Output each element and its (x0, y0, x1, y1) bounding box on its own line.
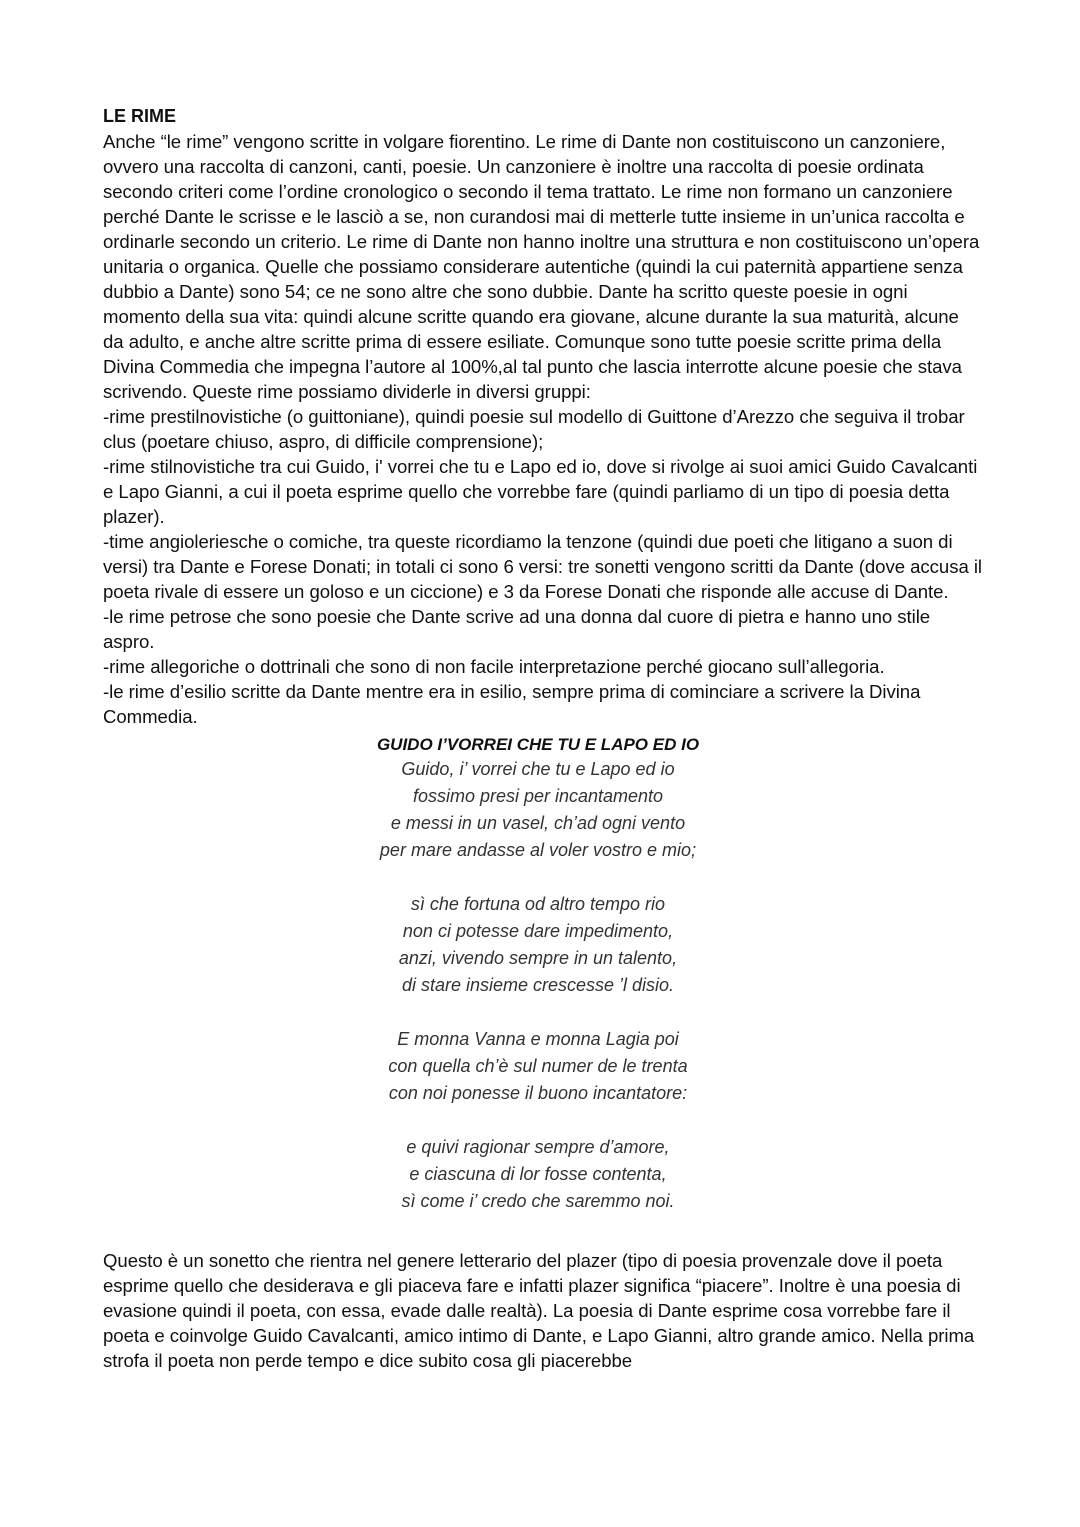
poem-stanza (93, 1026, 983, 1107)
poem-verse: fossimo presi per incantamento (412, 786, 664, 806)
group-prestilnovistiche: -rime prestilnovistiche (o guittoniane), quindi poesie sul modello di Guittone d’Arezzo che seguiva il trobar clus (poetare chiuso, aspro, di difficile comprensione); (103, 406, 965, 452)
poem-title: GUIDO I’VORREI CHE TU E LAPO ED IO (376, 735, 700, 754)
group-comiche: -time angioleriesche o comiche, tra queste ricordiamo la tenzone (quindi due poeti che litigano a suon di versi) tra Dante e Forese Donati; in totali ci sono 6 versi: tre sonetti vengono scritti da Dante (dove accusa il poeta rivale di essere un goloso e un ciccione) e 3 da Forese Donati che risponde alle accuse di Dante. (103, 531, 983, 602)
group-stilnovistiche: -rime stilnovistiche tra cui Guido, i' vorrei che tu e Lapo ed io, dove si rivolge ai suoi amici Guido Cavalcanti e Lapo Gianni, a cui il poeta esprime quello che vorrebbe fare (quindi parliamo di un tipo di poesia detta plazer). (103, 456, 978, 527)
poem (103, 733, 983, 1215)
poem-verse: non ci potesse dare impedimento, (402, 921, 674, 941)
group-esilio: -le rime d’esilio scritte da Dante mentre era in esilio, sempre prima di cominciare a scrivere la Divina Commedia. (103, 681, 921, 727)
poem-verse: e ciascuna di lor fosse contenta, (409, 1164, 667, 1184)
poem-verse: Guido, i’ vorrei che tu e Lapo ed io (401, 759, 675, 779)
poem-verse: E monna Vanna e monna Lagia poi (397, 1029, 679, 1049)
poem-stanza (93, 891, 983, 999)
commentary-paragraph: Questo è un sonetto che rientra nel genere letterario del plazer (tipo di poesia provenzale dove il poeta esprime quello che desiderava e gli piaceva fare e infatti plazer significa “piacere”. Inoltre è una poesia di evasione quindi il poeta, con essa, evade dalle realtà). La poesia di Dante esprime cosa vorrebbe fare il poeta e coinvolge Guido Cavalcanti, amico intimo di Dante, e Lapo Gianni, altro grande amico. Nella prima strofa il poeta non perde tempo e dice subito cosa gli piacerebbe (103, 1250, 975, 1371)
poem-verse: con noi ponesse il buono incantatore: (388, 1083, 688, 1103)
poem-verse: per mare andasse al voler vostro e mio; (379, 840, 697, 860)
poem-verse: e messi in un vasel, ch’ad ogni vento (390, 813, 686, 833)
poem-verse: anzi, vivendo sempre in un talento, (398, 948, 678, 968)
poem-verse: sì che fortuna od altro tempo rio (410, 894, 666, 914)
poem-verse: di stare insieme crescesse ’l disio. (401, 975, 675, 995)
section-heading: LE RIME (103, 106, 177, 126)
poem-verse: e quivi ragionar sempre d’amore, (406, 1137, 670, 1157)
document-page (103, 104, 983, 1373)
poem-verse: sì come i’ credo che saremmo noi. (401, 1191, 675, 1211)
poem-stanza (93, 1134, 983, 1215)
poem-stanza (93, 756, 983, 864)
group-allegoriche: -rime allegoriche o dottrinali che sono di non facile interpretazione perché giocano sull’allegoria. (103, 656, 885, 677)
group-petrose: -le rime petrose che sono poesie che Dante scrive ad una donna dal cuore di pietra e hanno uno stile aspro. (103, 606, 931, 652)
intro-paragraph: Anche “le rime” vengono scritte in volgare fiorentino. Le rime di Dante non costituiscono un canzoniere, ovvero una raccolta di canzoni, canti, poesie. Un canzoniere è inoltre una raccolta di poesie ordinata secondo criteri come l’ordine cronologico o secondo il tema trattato. Le rime non formano un canzoniere perché Dante le scrisse e le lasciò a se, non curandosi mai di metterle tutte insieme in un’unica raccolta e ordinarle secondo un criterio. Le rime di Dante non hanno inoltre una struttura e non costituiscono un’opera unitaria o organica. Quelle che possiamo considerare autentiche (quindi la cui paternità appartiene senza dubbio a Dante) sono 54; ce ne sono altre che sono dubbie. Dante ha scritto queste poesie in ogni momento della sua vita: quindi alcune scritte quando era giovane, alcune durante la sua maturità, alcune da adulto, e anche altre scritte prima di essere esiliate. Comunque sono tutte poesie scritte prima della Divina Commedia che impegna l’autore al 100%,al tal punto che lascia interrotte alcune poesie che stava scrivendo. Queste rime possiamo dividerle in diversi gruppi: (103, 131, 980, 402)
poem-verse: con quella ch’è sul numer de le trenta (388, 1056, 688, 1076)
